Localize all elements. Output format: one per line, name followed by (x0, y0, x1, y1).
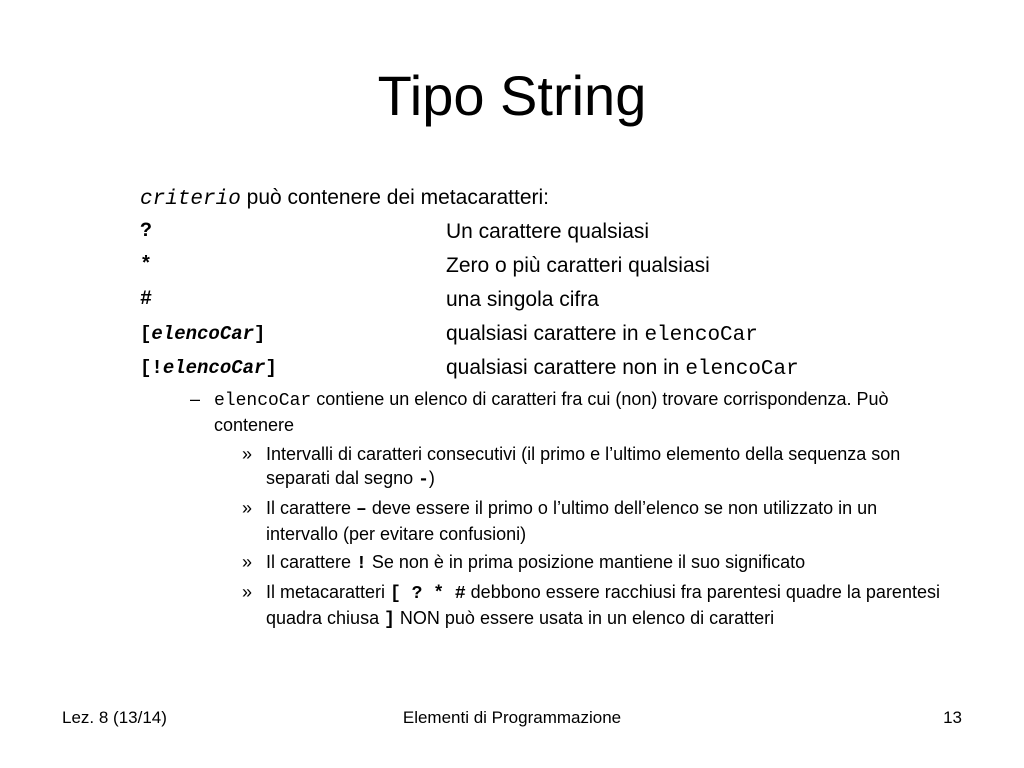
sub-item (214, 387, 894, 437)
negset-open-bracket: [! (140, 357, 163, 379)
metachar-desc-hash: una singola cifra (446, 288, 599, 311)
metachar-symbol-asterisk: * (140, 254, 153, 277)
negset-desc-text: qualsiasi carattere non in (446, 356, 686, 379)
sub-code: elencoCar (214, 391, 312, 411)
footer-center: Elementi di Programmazione (402, 708, 622, 727)
bullet-item (266, 550, 966, 576)
metachar-symbol-set (140, 321, 265, 347)
metachar-desc-asterisk: Zero o più caratteri qualsiasi (446, 254, 710, 277)
bullet-text: NON può essere usata in un elenco di caratteri (394, 608, 775, 628)
bullet-text: Il metacaratteri (266, 582, 391, 602)
bullet-marker: » (242, 498, 253, 518)
bullet-marker: » (242, 582, 253, 602)
set-close-bracket: ] (254, 323, 266, 345)
sub-dash: – (190, 389, 201, 409)
intro-keyword: criterio (140, 188, 241, 211)
bullet-text: Il carattere (266, 552, 357, 572)
bullet-text: Intervalli di caratteri consecutivi (il primo e l’ultimo elemento della sequenza son separati dal segno (266, 444, 901, 488)
intro-line (140, 185, 549, 213)
metachar-desc-set (446, 321, 758, 349)
sub-text: contiene un elenco di caratteri fra cui (non) trovare corrispondenza. Può contenere (214, 389, 889, 435)
set-open-bracket: [ (140, 323, 152, 345)
footer-left: Lez. 8 (13/14) (62, 708, 167, 727)
bullet-code: [ ? * # (390, 584, 466, 604)
negset-desc-code: elencoCar (685, 358, 799, 381)
bullet-text: Il carattere (266, 498, 357, 518)
bullet-code: ] (384, 610, 395, 630)
negset-close-bracket: ] (265, 357, 277, 379)
bullet-code: ! (356, 554, 367, 574)
bullet-text: ) (428, 468, 435, 488)
bullet-text: debbono essere racchiusi fra parentesi quadre la parentesi quadra chiusa (266, 582, 940, 628)
bullet-marker: » (242, 552, 253, 572)
bullet-marker: » (242, 444, 253, 464)
set-desc-code: elencoCar (644, 324, 758, 347)
set-name: elencoCar (151, 323, 255, 345)
bullet-item (266, 442, 966, 492)
bullet-text: Se non è in prima posizione mantiene il suo significato (366, 552, 806, 572)
intro-text: può contenere dei metacaratteri: (240, 186, 550, 209)
bullet-item (266, 496, 906, 546)
footer-page-number: 13 (943, 708, 962, 727)
metachar-symbol-question: ? (140, 220, 153, 243)
bullet-code: – (356, 500, 367, 520)
bullet-item (266, 580, 956, 632)
bullet-code: - (418, 470, 429, 490)
bullet-text: deve essere il primo o l’ultimo dell’elenco se non utilizzato in un intervallo (per evitare confusioni) (266, 498, 878, 544)
metachar-symbol-negset (140, 355, 277, 381)
metachar-desc-negset (446, 355, 799, 383)
slide-title: Tipo String (377, 64, 647, 127)
metachar-desc-question: Un carattere qualsiasi (446, 220, 650, 243)
set-desc-text: qualsiasi carattere in (446, 322, 645, 345)
negset-name: elencoCar (162, 357, 266, 379)
metachar-symbol-hash: # (140, 288, 153, 311)
